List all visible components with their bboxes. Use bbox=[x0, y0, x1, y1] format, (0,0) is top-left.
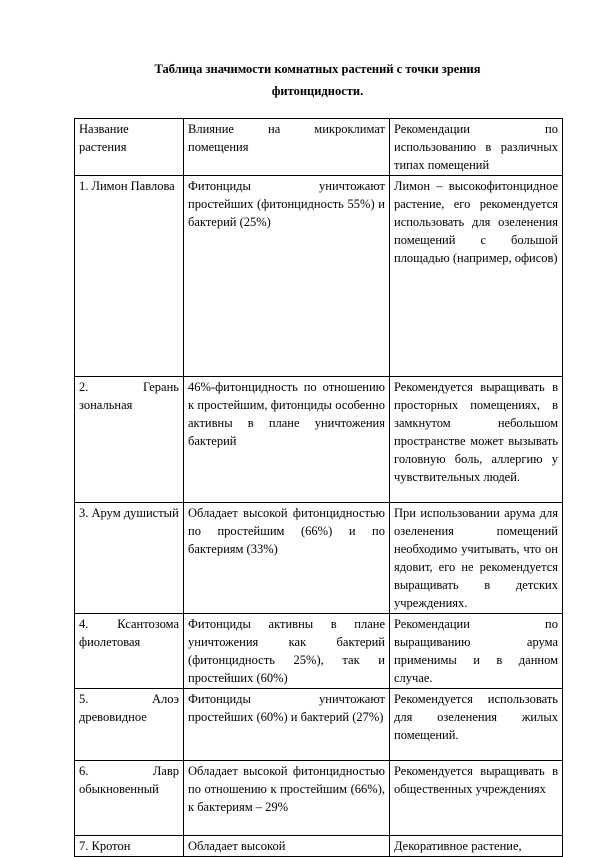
cell-recommendation: Декоративное растение, bbox=[390, 836, 563, 857]
header-microclimate: Влияние на микроклимат помещения bbox=[184, 119, 390, 176]
cell-effect: Обладает высокой фитонцидностью по простейшим (66%) и по бактериям (33%) bbox=[184, 503, 390, 614]
cell-effect: Обладает высокой bbox=[184, 836, 390, 857]
cell-recommendation: При использовании арума для озеленения помещений необходимо учитывать, что он ядовит, его не рекомендуется выращивать в детских учреждениях. bbox=[390, 503, 563, 614]
cell-plant: 4. Ксантозома фиолетовая bbox=[75, 614, 184, 689]
cell-plant: 1. Лимон Павлова bbox=[75, 176, 184, 377]
cell-plant: 2. Герань зональная bbox=[75, 377, 184, 503]
cell-recommendation: Рекомендации по выращиванию арума применимы и в данном случае. bbox=[390, 614, 563, 689]
title-line-1: Таблица значимости комнатных растений с точки зрения bbox=[154, 62, 481, 76]
cell-recommendation: Рекомендуется использовать для озеленения жилых помещений. bbox=[390, 689, 563, 761]
cell-plant: 5. Алоэ древовидное bbox=[75, 689, 184, 761]
cell-plant: 6. Лавр обыкновенный bbox=[75, 761, 184, 836]
header-recommendations: Рекомендации по использованию в различных типах помещений bbox=[390, 119, 563, 176]
header-plant-name: Название растения bbox=[75, 119, 184, 176]
table-header-row bbox=[75, 119, 563, 176]
cell-plant: 3. Арум душистый bbox=[75, 503, 184, 614]
cell-plant: 7. Кротон bbox=[75, 836, 184, 857]
table-row bbox=[75, 176, 563, 377]
table-row bbox=[75, 761, 563, 836]
cell-effect: 46%-фитонцидность по отношению к простейшим, фитонциды особенно активны в плане уничтожения бактерий bbox=[184, 377, 390, 503]
table-row bbox=[75, 377, 563, 503]
table-row bbox=[75, 503, 563, 614]
cell-effect: Фитонциды активны в плане уничтожения как бактерий (фитонцидность 25%), так и простейших (60%) bbox=[184, 614, 390, 689]
cell-recommendation: Рекомендуется выращивать в общественных учреждениях bbox=[390, 761, 563, 836]
plants-table bbox=[74, 118, 563, 857]
cell-effect: Фитонциды уничтожают простейших (фитонцидность 55%) и бактерий (25%) bbox=[184, 176, 390, 377]
title-line-2: фитонцидности. bbox=[271, 84, 364, 98]
table-row bbox=[75, 614, 563, 689]
page-title bbox=[70, 58, 565, 102]
table-row bbox=[75, 689, 563, 761]
cell-effect: Обладает высокой фитонцидностью по отношению к простейшим (66%), к бактериям – 29% bbox=[184, 761, 390, 836]
cell-recommendation: Лимон – высокофитонцидное растение, его рекомендуется использовать для озеленения помещений с большой площадью (например, офисов) bbox=[390, 176, 563, 377]
cell-recommendation: Рекомендуется выращивать в просторных помещениях, в замкнутом небольшом пространстве может вызывать головную боль, аллергию у чувствительных людей. bbox=[390, 377, 563, 503]
cell-effect: Фитонциды уничтожают простейших (60%) и бактерий (27%) bbox=[184, 689, 390, 761]
table-row bbox=[75, 836, 563, 857]
